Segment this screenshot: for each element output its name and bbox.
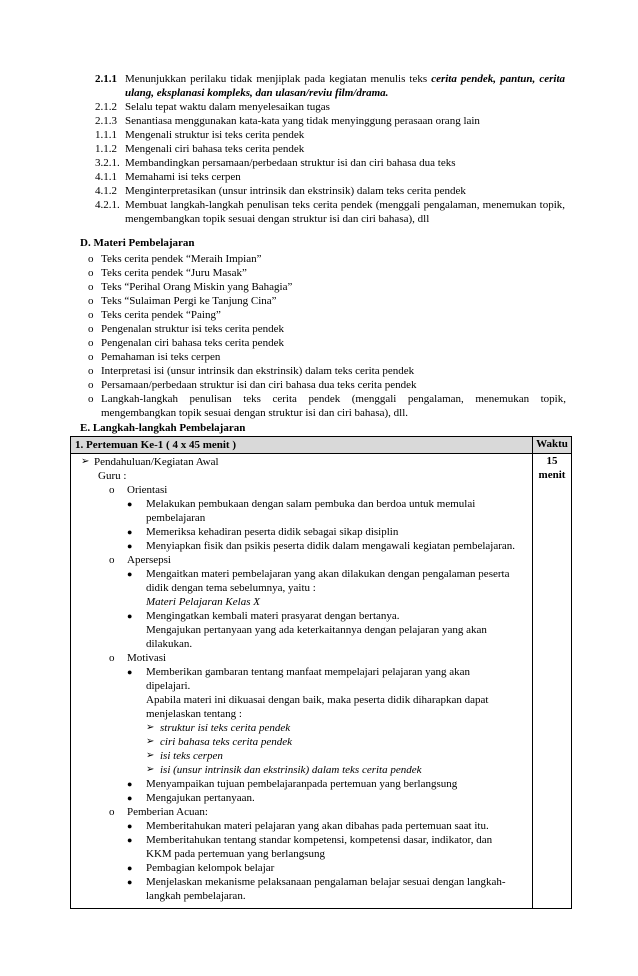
list-item [71,777,517,791]
list-item [71,497,517,525]
time-header: Waktu [533,437,572,454]
arrow-bullet-icon: ➢ [146,722,155,733]
list-item-text: Pembagian kelompok belajar [146,862,275,874]
arrow-bullet-icon: ➢ [146,750,155,761]
circle-bullet-icon: o [88,365,94,377]
indicator-row [95,100,565,114]
list-item [88,252,566,266]
indicator-text: Mengenali struktur isi teks cerita pendek [125,129,305,141]
sub-list-item [71,721,532,735]
list-item [88,350,566,364]
time-cell [533,454,572,909]
dot-bullet-icon: ● [127,821,133,831]
dot-bullet-icon: ● [127,541,133,551]
circle-bullet-icon: o [109,806,115,818]
list-item-text: Menyampaikan tujuan pembelajaranpada pertemuan yang berlangsung [146,778,458,790]
indicator-row [95,142,565,156]
motivasi-title: Motivasi [127,652,167,664]
dot-bullet-icon: ● [127,877,133,887]
circle-bullet-icon: o [88,393,94,405]
list-item [88,378,566,392]
dot-bullet-icon: ● [127,863,133,873]
sub-list-item [71,763,532,777]
time-unit: menit [538,469,566,481]
intro-item [71,455,532,469]
list-item-text: Memberikan gambaran tentang manfaat mempelajari pelajaran yang akan dipelajari. [146,666,471,692]
circle-bullet-icon: o [88,351,94,363]
sub-list-item [71,735,532,749]
sub-list-item [71,749,532,763]
materi-list [88,252,566,420]
circle-bullet-icon: o [88,281,94,293]
table-header-row [71,437,572,454]
list-item-text: Menjelaskan mekanisme pelaksanaan pengalaman belajar sesuai dengan langkah-langkah pembelajaran. [146,876,506,902]
meeting-header: 1. Pertemuan Ke-1 ( 4 x 45 menit ) [71,437,533,454]
dot-bullet-icon: ● [127,779,133,789]
list-item-text: Persamaan/perbedaan struktur isi dan ciri bahasa dua teks cerita pendek [101,379,417,391]
list-item-text: Memberitahukan tentang standar kompetensi, kompetensi dasar, indikator, dan KKM pada pertemuan yang berlangsung [146,834,493,860]
indicator-row [95,184,565,198]
indicator-text: Membuat langkah-langkah penulisan teks cerita pendek (menggali pengalaman, menemukan topik, mengembangkan topik sesuai dengan struktur isi dan ciri bahasa), dll [125,199,565,225]
list-item [71,875,517,903]
indicator-code: 2.1.3 [95,115,117,127]
indicator-code: 2.1.2 [95,101,117,113]
indicator-code: 4.1.1 [95,171,117,183]
dot-bullet-icon: ● [127,667,133,677]
table-row [71,454,572,909]
list-item [71,609,517,623]
indicator-code: 3.2.1. [95,157,120,169]
dot-bullet-icon: ● [127,793,133,803]
indicator-text: Senantiasa menggunakan kata-kata yang tidak menyinggung perasaan orang lain [125,115,480,127]
indicator-text: Selalu tepat waktu dalam menyelesaikan tugas [125,101,330,113]
intro-label: Pendahuluan/Kegiatan Awal [94,456,219,468]
guru-label: Guru : [98,470,127,482]
acuan-heading [71,805,532,819]
indicator-row [95,72,565,100]
indicator-text: Membandingkan persamaan/perbedaan struktur isi dan ciri bahasa dua teks [125,157,456,169]
indicator-code: 1.1.2 [95,143,117,155]
orientasi-heading [71,483,532,497]
indicator-text: Menginterpretasikan (unsur intrinsik dan ekstrinsik) dalam teks cerita pendek [125,185,466,197]
list-item-text: Pemahaman isi teks cerpen [101,351,221,363]
indicator-text-emphasis: cerita pendek, pantun, cerita ulang, eksplanasi kompleks, dan ulasan/reviu film/drama. [125,73,565,99]
list-item [88,336,566,350]
indicator-row [95,128,565,142]
list-item-text: Teks “Perihal Orang Miskin yang Bahagia” [101,281,293,293]
dot-bullet-icon: ● [127,569,133,579]
list-item-text: Teks cerita pendek “Juru Masak” [101,267,247,279]
list-item-text: Interpretasi isi (unsur intrinsik dan ekstrinsik) dalam teks cerita pendek [101,365,415,377]
indicator-text [125,72,565,100]
list-item-text: Memeriksa kehadiran peserta didik sebagai sikap disiplin [146,526,399,538]
indicator-row [95,114,565,128]
apersepsi-continuation: Mengajukan pertanyaan yang ada keterkaitannya dengan pelajaran yang akan dilakukan. [146,624,487,650]
time-value: 15 [546,455,558,467]
indicator-text: Mengenali ciri bahasa teks cerita pendek [125,143,305,155]
list-item-text: Menyiapkan fisik dan psikis peserta didik dalam mengawali kegiatan pembelajaran. [146,540,515,552]
list-item [88,294,566,308]
indicator-code: 4.1.2 [95,185,117,197]
arrow-bullet-icon: ➢ [146,764,155,775]
list-item-text: Pengenalan struktur isi teks cerita pendek [101,323,284,335]
list-item-text: Teks cerita pendek “Paing” [101,309,221,321]
orientasi-title: Orientasi [127,484,168,496]
indicator-row [95,170,565,184]
list-item-text: Teks cerita pendek “Meraih Impian” [101,253,262,265]
section-d-title: D. Materi Pembelajaran [80,237,195,249]
list-item [71,791,517,805]
sub-list-item-text: ciri bahasa teks cerita pendek [160,736,292,748]
list-item [71,665,517,693]
circle-bullet-icon: o [88,323,94,335]
acuan-title: Pemberian Acuan: [127,806,208,818]
dot-bullet-icon: ● [127,611,133,621]
arrow-bullet-icon: ➢ [146,736,155,747]
list-item-text: Teks “Sulaiman Pergi ke Tanjung Cina” [101,295,277,307]
apersepsi-emphasis: Materi Pelajaran Kelas X [146,596,260,608]
motivasi-heading [71,651,532,665]
list-item [88,308,566,322]
indicator-code: 4.2.1. [95,199,120,211]
circle-bullet-icon: o [88,309,94,321]
indicator-row [95,156,565,170]
lesson-steps-table [70,436,572,909]
list-item [71,833,517,861]
list-item-text: Mengaitkan materi pembelajaran yang akan dilakukan dengan pengalaman peserta didik dengan tema sebelumnya, yaitu : [146,568,510,594]
list-item [71,819,517,833]
indicator-text: Memahami isi teks cerpen [125,171,241,183]
indicator-code: 2.1.1 [95,73,117,85]
circle-bullet-icon: o [88,253,94,265]
list-item-text: Melakukan pembukaan dengan salam pembuka dan berdoa untuk memulai pembelajaran [146,498,476,524]
indicator-code: 1.1.1 [95,129,117,141]
list-item [71,861,517,875]
circle-bullet-icon: o [109,652,115,664]
indicator-list [95,72,565,226]
list-item-text: Mengajukan pertanyaan. [146,792,255,804]
section-e-title: E. Langkah-langkah Pembelajaran [80,422,246,434]
dot-bullet-icon: ● [127,499,133,509]
list-item-text: Pengenalan ciri bahasa teks cerita pendek [101,337,284,349]
list-item [88,364,566,378]
list-item-text: Mengingatkan kembali materi prasyarat dengan bertanya. [146,610,400,622]
dot-bullet-icon: ● [127,527,133,537]
sub-list-item-text: isi (unsur intrinsik dan ekstrinsik) dalam teks cerita pendek [160,764,422,776]
apersepsi-title: Apersepsi [127,554,171,566]
sub-list-item-text: isi teks cerpen [160,750,223,762]
list-item [88,392,566,420]
circle-bullet-icon: o [88,379,94,391]
list-item-text: Langkah-langkah penulisan teks cerita pendek (menggali pengalaman, menemukan topik, mengembangkan topik sesuai dengan struktur isi dan ciri bahasa), dll. [101,393,566,419]
dot-bullet-icon: ● [127,835,133,845]
list-item [88,322,566,336]
circle-bullet-icon: o [88,295,94,307]
list-item-text: Memberitahukan materi pelajaran yang akan dibahas pada pertemuan saat itu. [146,820,489,832]
list-item [88,266,566,280]
arrow-bullet-icon: ➢ [81,456,90,467]
circle-bullet-icon: o [109,484,115,496]
circle-bullet-icon: o [109,554,115,566]
list-item [71,567,517,595]
motivasi-continuation: Apabila materi ini dikuasai dengan baik, maka peserta didik diharapkan dapat menjelaskan tentang : [146,694,489,720]
apersepsi-heading [71,553,532,567]
circle-bullet-icon: o [88,267,94,279]
list-item [88,280,566,294]
circle-bullet-icon: o [88,337,94,349]
indicator-row [95,198,565,226]
sub-list-item-text: struktur isi teks cerita pendek [160,722,291,734]
list-item [71,525,517,539]
list-item [71,539,517,553]
indicator-text-plain: Menunjukkan perilaku tidak menjiplak pada kegiatan menulis teks [125,73,432,85]
activity-cell [71,454,533,909]
